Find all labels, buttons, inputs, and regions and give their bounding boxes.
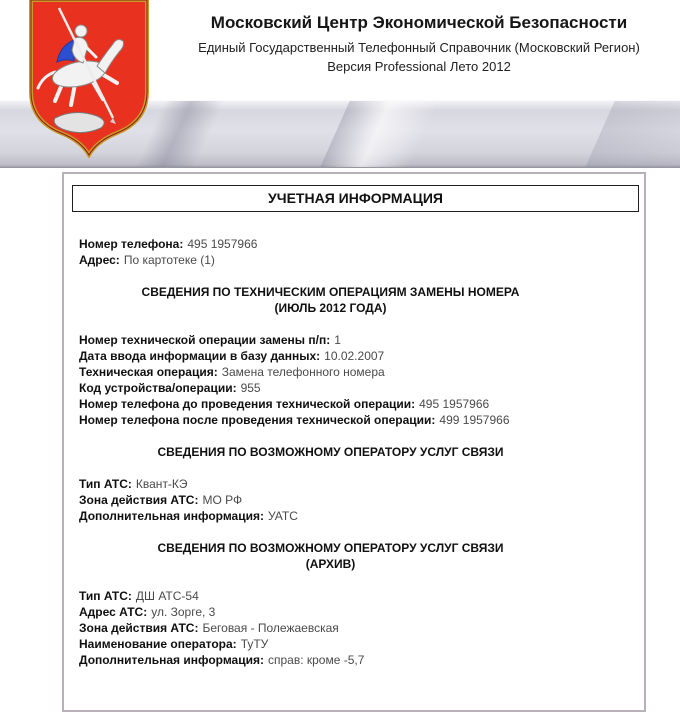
field-label: Адрес АТС: <box>79 605 148 619</box>
field-row <box>79 252 582 268</box>
field-value: ул. Зорге, 3 <box>151 605 216 619</box>
field-value: 495 1957966 <box>187 237 258 251</box>
field-label: Тип АТС: <box>79 589 132 603</box>
field-value: ТуТУ <box>240 637 269 651</box>
field-row <box>79 588 582 604</box>
report-title-box <box>72 185 639 212</box>
app-subtitle: Единый Государственный Телефонный Справочник (Московский Регион) <box>198 40 640 55</box>
field-value: УАТС <box>267 509 298 523</box>
field-value: МО РФ <box>202 493 243 507</box>
field-row <box>79 348 582 364</box>
field-label: Номер телефона до проведения технической операции: <box>79 397 416 411</box>
app-title: Московский Центр Экономической Безопасности <box>210 13 628 32</box>
field-value: Беговая - Полежаевская <box>202 621 339 635</box>
header-text <box>158 13 680 74</box>
field-label: Код устройства/операции: <box>79 381 237 395</box>
field-value: Квант-КЭ <box>135 477 188 491</box>
section-heading-operator <box>79 444 582 460</box>
field-label: Зона действия АТС: <box>79 621 199 635</box>
field-value: 955 <box>240 381 261 395</box>
section-heading-line: СВЕДЕНИЯ ПО ВОЗМОЖНОМУ ОПЕРАТОРУ УСЛУГ СВЯЗИ <box>157 541 504 555</box>
field-row <box>79 636 582 652</box>
field-value: Замена телефонного номера <box>221 365 385 379</box>
section-heading-line: (АРХИВ) <box>305 557 356 571</box>
field-label: Номер телефона после проведения технической операции: <box>79 413 436 427</box>
field-value: справ: кроме -5,7 <box>267 653 365 667</box>
field-label: Зона действия АТС: <box>79 493 199 507</box>
field-label: Дополнительная информация: <box>79 653 264 667</box>
field-value: 10.02.2007 <box>324 349 385 363</box>
field-group-operator-archive <box>79 588 582 668</box>
field-row <box>79 332 582 348</box>
band-streak <box>320 101 439 167</box>
field-label: Адрес: <box>79 253 120 267</box>
field-label: Наименование оператора: <box>79 637 237 651</box>
field-row <box>79 364 582 380</box>
field-value: 1 <box>334 333 341 347</box>
field-row <box>79 508 582 524</box>
field-value: 495 1957966 <box>419 397 490 411</box>
field-label: Номер технической операции замены п/п: <box>79 333 331 347</box>
field-label: Тип АТС: <box>79 477 132 491</box>
field-value: 499 1957966 <box>439 413 510 427</box>
field-row <box>79 412 582 428</box>
field-row <box>79 620 582 636</box>
report-title: УЧЕТНАЯ ИНФОРМАЦИЯ <box>268 190 443 206</box>
section-heading-tech-operations <box>79 284 582 316</box>
field-row <box>79 380 582 396</box>
report-body <box>64 212 644 704</box>
section-heading-operator-archive <box>79 540 582 572</box>
field-value: По картотеке (1) <box>123 253 215 267</box>
field-row <box>79 476 582 492</box>
field-row <box>79 396 582 412</box>
app-version: Версия Professional Лето 2012 <box>327 59 511 74</box>
field-label: Дополнительная информация: <box>79 509 264 523</box>
field-group-account <box>79 236 582 268</box>
field-group-operator <box>79 476 582 524</box>
field-label: Номер телефона: <box>79 237 184 251</box>
section-heading-line: СВЕДЕНИЯ ПО ТЕХНИЧЕСКИМ ОПЕРАЦИЯМ ЗАМЕНЫ НОМЕРА <box>141 285 520 299</box>
moscow-coat-of-arms-icon <box>25 0 153 158</box>
field-value: ДШ АТС-54 <box>135 589 199 603</box>
field-row <box>79 236 582 252</box>
field-group-tech-operation <box>79 332 582 428</box>
report-box <box>62 172 646 712</box>
band-streak <box>585 101 680 167</box>
field-row <box>79 604 582 620</box>
section-heading-line: СВЕДЕНИЯ ПО ВОЗМОЖНОМУ ОПЕРАТОРУ УСЛУГ СВЯЗИ <box>157 445 504 459</box>
field-row <box>79 492 582 508</box>
section-heading-line: (ИЮЛЬ 2012 ГОДА) <box>274 301 387 315</box>
field-row <box>79 652 582 668</box>
field-label: Техническая операция: <box>79 365 218 379</box>
field-label: Дата ввода информации в базу данных: <box>79 349 321 363</box>
